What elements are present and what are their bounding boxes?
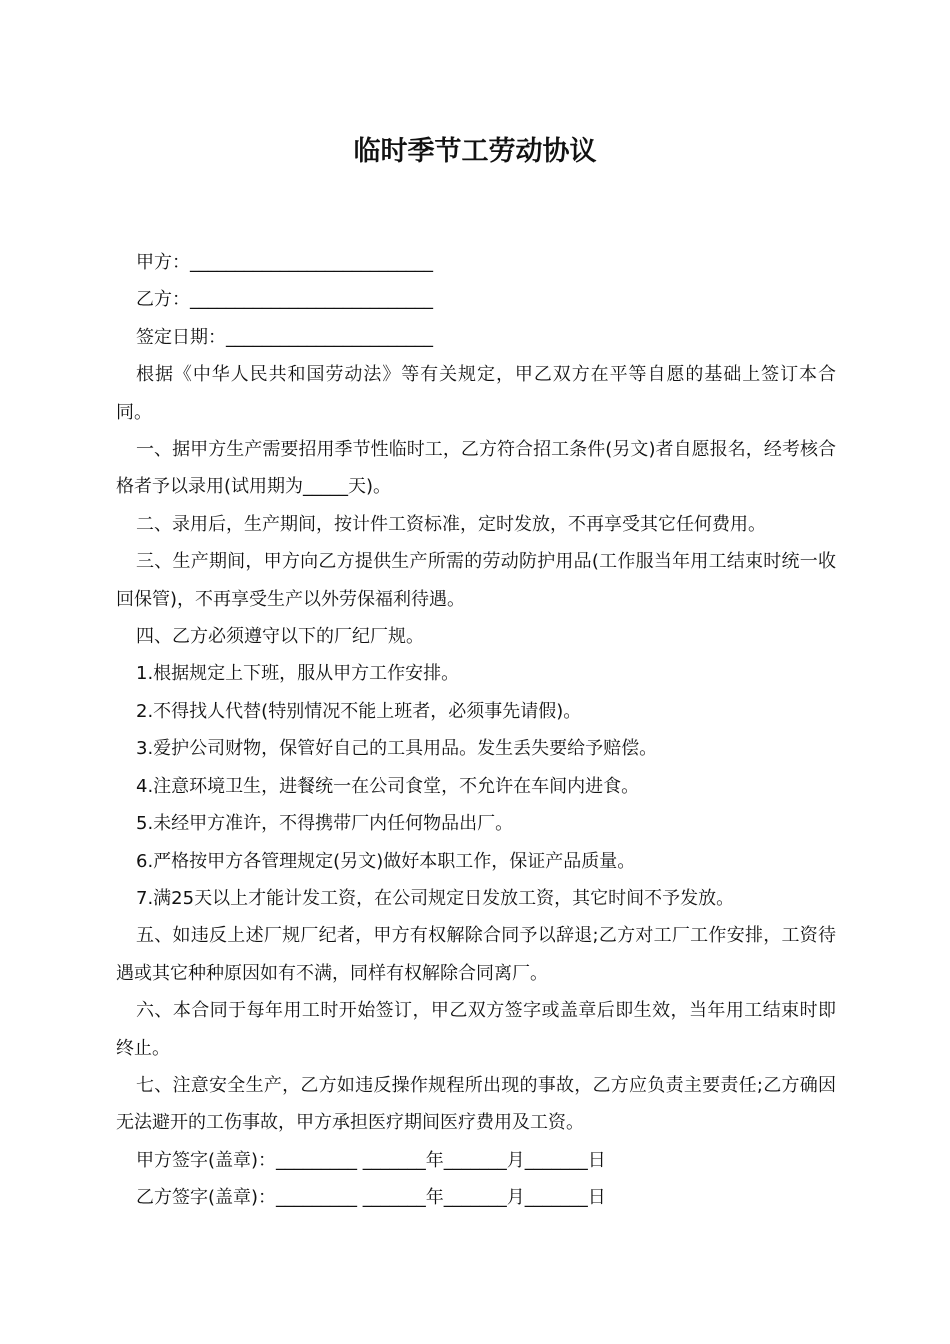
clause-7: 七、注意安全生产，乙方如违反操作规程所出现的事故，乙方应负责主要责任;乙方确因无法避开的工伤事故，甲方承担医疗期间医疗费用及工资。 bbox=[116, 1074, 836, 1134]
clause-4: 四、乙方必须遵守以下的厂纪厂规。 bbox=[136, 626, 424, 648]
clause-6: 六、本合同于每年用工时开始签订，甲乙双方签字或盖章后即生效，当年用工结束时即终止。 bbox=[116, 1000, 836, 1059]
rule-item-4: 4.注意环境卫生，进餐统一在公司食堂，不允许在车间内进食。 bbox=[136, 775, 640, 797]
sign-date-field: 签定日期：_______________________ bbox=[136, 326, 433, 348]
party-a-signature-line: 甲方签字(盖章)：_________ _______年_______月_______日 bbox=[136, 1149, 606, 1171]
clause-1: 一、据甲方生产需要招用季节性临时工，乙方符合招工条件(另文)者自愿报名，经考核合格者予以录用(试用期为_____天)。 bbox=[116, 439, 836, 498]
document-body bbox=[116, 244, 836, 1217]
party-b-signature-line: 乙方签字(盖章)：_________ _______年_______月_______日 bbox=[136, 1187, 606, 1209]
clause-5: 五、如违反上述厂规厂纪者，甲方有权解除合同予以辞退;乙方对工厂工作安排，工资待遇或其它种种原因如有不满，同样有权解除合同离厂。 bbox=[116, 925, 836, 984]
preamble-paragraph: 根据《中华人民共和国劳动法》等有关规定，甲乙双方在平等自愿的基础上签订本合同。 bbox=[116, 364, 836, 423]
party-a-field: 甲方：___________________________ bbox=[136, 252, 433, 273]
rule-item-6: 6.严格按甲方各管理规定(另文)做好本职工作，保证产品质量。 bbox=[136, 850, 636, 872]
clause-2: 二、录用后，生产期间，按计件工资标准，定时发放，不再享受其它任何费用。 bbox=[136, 513, 766, 535]
rule-item-2: 2.不得找人代替(特别情况不能上班者，必须事先请假)。 bbox=[136, 700, 582, 722]
clause-3: 三、生产期间，甲方向乙方提供生产所需的劳动防护用品(工作服当年用工结束时统一收回保管)，不再享受生产以外劳保福利待遇。 bbox=[116, 551, 836, 610]
rule-item-1: 1.根据规定上下班，服从甲方工作安排。 bbox=[136, 663, 460, 685]
rule-item-5: 5.未经甲方准许，不得携带厂内任何物品出厂。 bbox=[136, 813, 514, 835]
rule-item-3: 3.爱护公司财物，保管好自己的工具用品。发生丢失要给予赔偿。 bbox=[136, 738, 658, 760]
rule-item-7: 7.满25天以上才能计发工资，在公司规定日发放工资，其它时间不予发放。 bbox=[136, 887, 735, 909]
party-b-field: 乙方：___________________________ bbox=[136, 289, 433, 311]
document-title: 临时季节工劳动协议 bbox=[353, 136, 597, 167]
